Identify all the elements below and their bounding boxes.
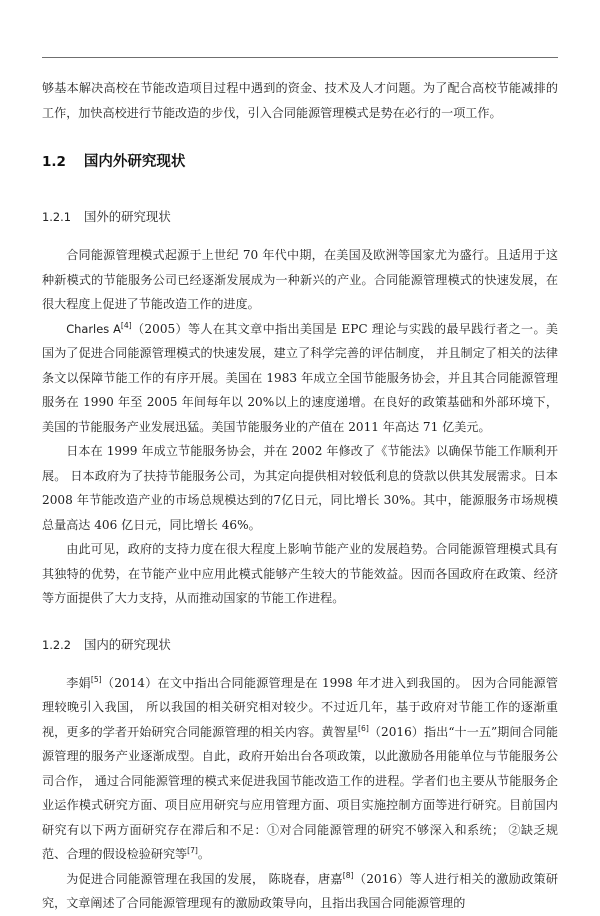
heading-1-2-number: 1.2 <box>42 154 66 170</box>
paragraph-122-b-text-1: 为促进合同能源管理在我国的发展， 陈晓春，唐嘉 <box>66 871 343 886</box>
page-content <box>42 76 558 916</box>
paragraph-122-b <box>42 867 558 916</box>
paragraph-121-d: 由此可见，政府的支持力度在很大程度上影响节能产业的发展趋势。合同能源管理模式具有其独特的优势，在节能产业中应用此模式能够产生较大的节能效益。因而各国政府在政策、经济等方面提供了大力支持，从而推动国家的节能工作进程。 <box>42 542 558 605</box>
paragraph-121-b <box>42 317 558 440</box>
heading-1-2-2 <box>42 635 558 655</box>
paragraph-122-a <box>42 671 558 867</box>
paragraph-122-a-text-2: （2016）指出“十一五”期间合同能源管理的服务产业逐渐成型。自此，政府开始出台各项政策，以此激励各用能单位与节能服务公司合作， 通过合同能源管理的模式来促进我国节能改造工作的进程。学者们也主要从节能服务企业运作模式研究方面、项目应用研究与应用管理方面、项目实施控制方面等进行研究。目前国内研究有以下两方面研究存在滞后和不足：①对合同能源管理的研究不够深入和系统； ②缺乏规范、合理的假设检验研究等 <box>42 724 558 861</box>
paragraph-122-b-text-2: （2016）等人进行相关的激励政策研究，文章阐述了合同能源管理现有的激励政策导向，且指出我国合同能源管理的 <box>42 871 558 910</box>
paragraph-122-a-text-1: （2014）在文中指出合同能源管理是在 1998 年才进入到我国的。 因为合同能源管理较晚引入我国， 所以我国的相关研究相对较少。不过近几年，基于政府对节能工作的逐渐重视，更多的学者开始研究合同能源管理的相关内容。黄智星 <box>42 675 558 739</box>
heading-1-2-2-title: 国内的研究现状 <box>83 636 171 652</box>
heading-1-2-2-number: 1.2.2 <box>42 637 71 652</box>
spacer <box>42 227 558 243</box>
citation-marker-4: [4] <box>120 320 132 330</box>
heading-1-2-title: 国内外研究现状 <box>83 153 186 170</box>
author-name-lijuan: 李娟 <box>66 675 91 690</box>
citation-marker-6: [6] <box>358 723 369 733</box>
heading-1-2-1 <box>42 207 558 227</box>
author-name-charles: Charles A <box>66 321 121 336</box>
paragraph-121-b-text: （2005）等人在其文章中指出美国是 EPC 理论与实践的最早践行者之一。美国为了促进合同能源管理模式的快速发展，建立了科学完善的评估制度， 并且制定了相关的法律条文以保障节能工作的有序开展。美国在 1983 年成立全国节能服务协会，并且其合同能源管理服务在 1990 年至 2005 年间每年以 20%以上的速度递增。在良好的政策基础和外部环境下，美国的节能服务产业发展迅猛。美国节能服务业的产值在 2011 年高达 71 亿美元。 <box>42 321 559 434</box>
paragraph-121-c: 日本在 1999 年成立节能服务协会，并在 2002 年修改了《节能法》以确保节能工作顺利开展。 日本政府为了扶持节能服务公司，为其定向提供相对较低利息的贷款以供其发展需求。日本 2008 年节能改造产业的市场总规模达到的7亿日元，同比增长 30%。其中，能源服务市场规模总量高达 406 亿日元，同比增长 46%。 <box>42 444 558 532</box>
spacer <box>42 655 558 671</box>
heading-1-2-1-title: 国外的研究现状 <box>83 209 171 224</box>
citation-marker-7: [7] <box>187 845 198 855</box>
page-header-rule <box>42 57 558 58</box>
paragraph-122-a-text-3: 。 <box>197 847 211 861</box>
citation-marker-8: [8] <box>342 870 354 880</box>
heading-1-2 <box>42 151 558 173</box>
heading-1-2-1-number: 1.2.1 <box>42 210 71 224</box>
paragraph-intro: 够基本解决高校在节能改造项目过程中遇到的资金、技术及人才问题。为了配合高校节能减排的工作，加快高校进行节能改造的步伐，引入合同能源管理模式是势在必行的一项工作。 <box>42 81 558 120</box>
spacer <box>42 173 558 183</box>
paragraph-121-a: 合同能源管理模式起源于上世纪 70 年代中期，在美国及欧洲等国家尤为盛行。且适用于这种新模式的节能服务公司已经逐渐发展成为一种新兴的产业。合同能源管理模式的快速发展，在很大程度上促进了节能改造工作的进度。 <box>42 248 558 311</box>
citation-marker-5: [5] <box>90 674 102 684</box>
